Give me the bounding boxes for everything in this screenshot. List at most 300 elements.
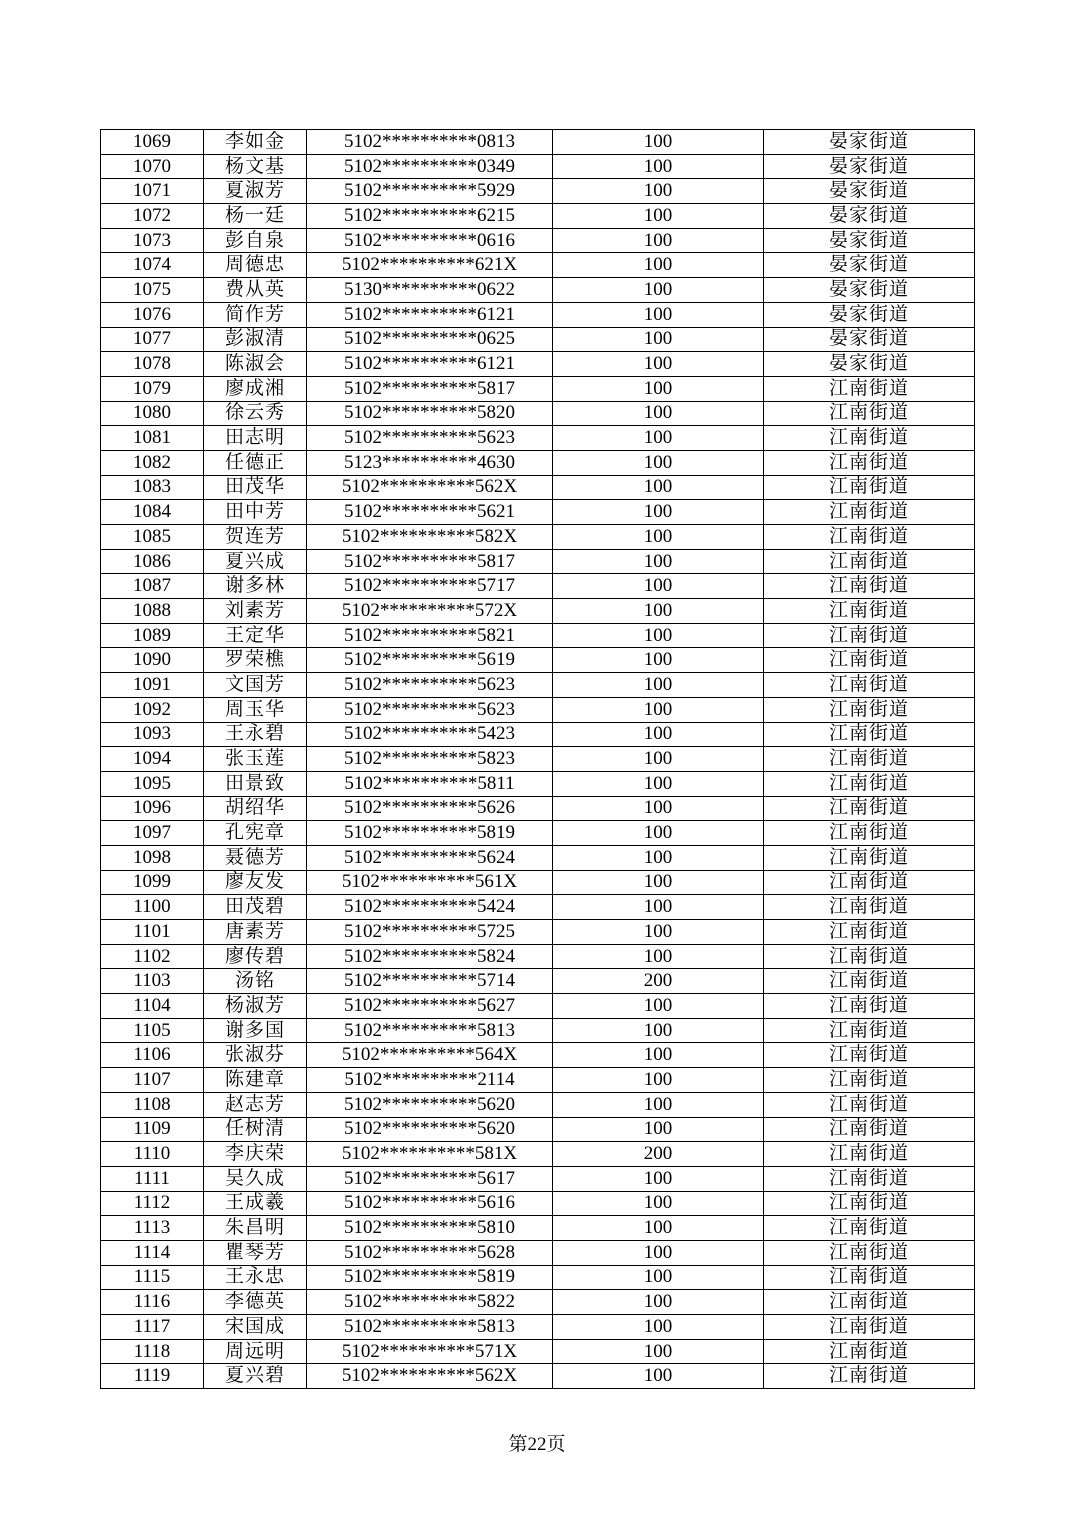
serial-number-cell: 1071 [101,179,204,204]
table-row [101,1166,975,1191]
serial-number-cell: 1108 [101,1092,204,1117]
name-cell: 廖传碧 [204,944,307,969]
name-cell: 彭淑清 [204,327,307,352]
table-row [101,673,975,698]
street-cell: 江南街道 [764,1043,975,1068]
street-cell: 江南街道 [764,1216,975,1241]
name-cell: 文国芳 [204,673,307,698]
street-cell: 江南街道 [764,1117,975,1142]
amount-cell: 100 [553,1092,764,1117]
id-number-cell: 5102**********5819 [307,821,553,846]
serial-number-cell: 1097 [101,821,204,846]
table-row [101,401,975,426]
table-row [101,204,975,229]
id-number-cell: 5102**********5628 [307,1240,553,1265]
amount-cell: 100 [553,327,764,352]
id-number-cell: 5102**********5620 [307,1092,553,1117]
serial-number-cell: 1074 [101,253,204,278]
id-number-cell: 5102**********5620 [307,1117,553,1142]
name-cell: 王永碧 [204,722,307,747]
name-cell: 瞿琴芳 [204,1240,307,1265]
street-cell: 江南街道 [764,796,975,821]
table-row [101,302,975,327]
id-number-cell: 5102**********0625 [307,327,553,352]
name-cell: 徐云秀 [204,401,307,426]
name-cell: 胡绍华 [204,796,307,821]
id-number-cell: 5102**********5623 [307,426,553,451]
serial-number-cell: 1118 [101,1339,204,1364]
name-cell: 张玉莲 [204,747,307,772]
street-cell: 江南街道 [764,450,975,475]
amount-cell: 100 [553,1117,764,1142]
name-cell: 廖成湘 [204,376,307,401]
id-number-cell: 5102**********5616 [307,1191,553,1216]
amount-cell: 100 [553,821,764,846]
serial-number-cell: 1086 [101,549,204,574]
name-cell: 朱昌明 [204,1216,307,1241]
serial-number-cell: 1105 [101,1018,204,1043]
serial-number-cell: 1098 [101,845,204,870]
amount-cell: 100 [553,944,764,969]
street-cell: 晏家街道 [764,302,975,327]
table-row [101,1142,975,1167]
amount-cell: 100 [553,549,764,574]
amount-cell: 100 [553,673,764,698]
table-row [101,648,975,673]
table-row [101,228,975,253]
id-number-cell: 5102**********5623 [307,673,553,698]
table-row [101,920,975,945]
serial-number-cell: 1075 [101,278,204,303]
table-row [101,994,975,1019]
table-row [101,549,975,574]
id-number-cell: 5102**********572X [307,599,553,624]
serial-number-cell: 1069 [101,130,204,155]
serial-number-cell: 1117 [101,1315,204,1340]
street-cell: 江南街道 [764,821,975,846]
id-number-cell: 5102**********5714 [307,969,553,994]
street-cell: 江南街道 [764,994,975,1019]
name-cell: 陈建章 [204,1068,307,1093]
id-number-cell: 5102**********5725 [307,920,553,945]
amount-cell: 100 [553,771,764,796]
name-cell: 汤铭 [204,969,307,994]
serial-number-cell: 1080 [101,401,204,426]
street-cell: 晏家街道 [764,228,975,253]
table-row [101,895,975,920]
serial-number-cell: 1084 [101,500,204,525]
id-number-cell: 5102**********6215 [307,204,553,229]
street-cell: 江南街道 [764,1092,975,1117]
table-row [101,722,975,747]
amount-cell: 100 [553,302,764,327]
serial-number-cell: 1087 [101,574,204,599]
street-cell: 江南街道 [764,771,975,796]
table-row [101,475,975,500]
amount-cell: 100 [553,401,764,426]
serial-number-cell: 1103 [101,969,204,994]
serial-number-cell: 1112 [101,1191,204,1216]
street-cell: 江南街道 [764,722,975,747]
amount-cell: 100 [553,895,764,920]
name-cell: 田中芳 [204,500,307,525]
table-row [101,944,975,969]
table-row [101,278,975,303]
street-cell: 江南街道 [764,426,975,451]
name-cell: 周玉华 [204,697,307,722]
table-row [101,747,975,772]
street-cell: 江南街道 [764,920,975,945]
id-number-cell: 5102**********2114 [307,1068,553,1093]
amount-cell: 100 [553,228,764,253]
serial-number-cell: 1106 [101,1043,204,1068]
id-number-cell: 5130**********0622 [307,278,553,303]
table-row [101,1290,975,1315]
street-cell: 江南街道 [764,747,975,772]
street-cell: 晏家街道 [764,204,975,229]
street-cell: 江南街道 [764,845,975,870]
name-cell: 任德正 [204,450,307,475]
serial-number-cell: 1115 [101,1265,204,1290]
name-cell: 杨文基 [204,154,307,179]
amount-cell: 100 [553,623,764,648]
street-cell: 晏家街道 [764,327,975,352]
table-row [101,130,975,155]
serial-number-cell: 1095 [101,771,204,796]
table-row [101,1043,975,1068]
table-row [101,1240,975,1265]
street-cell: 晏家街道 [764,278,975,303]
table-row [101,426,975,451]
id-number-cell: 5102**********6121 [307,302,553,327]
serial-number-cell: 1085 [101,525,204,550]
id-number-cell: 5102**********5627 [307,994,553,1019]
amount-cell: 200 [553,1142,764,1167]
id-number-cell: 5102**********5424 [307,895,553,920]
id-number-cell: 5102**********5619 [307,648,553,673]
street-cell: 江南街道 [764,376,975,401]
serial-number-cell: 1077 [101,327,204,352]
table-row [101,1068,975,1093]
table-row [101,969,975,994]
street-cell: 江南街道 [764,500,975,525]
street-cell: 江南街道 [764,697,975,722]
table-row [101,574,975,599]
name-cell: 夏兴成 [204,549,307,574]
amount-cell: 100 [553,130,764,155]
name-cell: 吴久成 [204,1166,307,1191]
name-cell: 王成羲 [204,1191,307,1216]
amount-cell: 200 [553,969,764,994]
street-cell: 江南街道 [764,1339,975,1364]
table-row [101,1364,975,1389]
street-cell: 晏家街道 [764,130,975,155]
amount-cell: 100 [553,1166,764,1191]
name-cell: 陈淑会 [204,352,307,377]
name-cell: 廖友发 [204,870,307,895]
amount-cell: 100 [553,1068,764,1093]
id-number-cell: 5102**********562X [307,1364,553,1389]
table-row [101,352,975,377]
table-row [101,1117,975,1142]
id-number-cell: 5102**********5823 [307,747,553,772]
serial-number-cell: 1113 [101,1216,204,1241]
street-cell: 江南街道 [764,870,975,895]
amount-cell: 100 [553,747,764,772]
id-number-cell: 5102**********0813 [307,130,553,155]
amount-cell: 100 [553,920,764,945]
serial-number-cell: 1100 [101,895,204,920]
serial-number-cell: 1102 [101,944,204,969]
serial-number-cell: 1076 [101,302,204,327]
amount-cell: 100 [553,1290,764,1315]
table-row [101,845,975,870]
amount-cell: 100 [553,1216,764,1241]
name-cell: 李德英 [204,1290,307,1315]
name-cell: 罗荣樵 [204,648,307,673]
street-cell: 晏家街道 [764,253,975,278]
serial-number-cell: 1079 [101,376,204,401]
table-row [101,1216,975,1241]
serial-number-cell: 1091 [101,673,204,698]
table-row [101,525,975,550]
amount-cell: 100 [553,845,764,870]
street-cell: 江南街道 [764,1265,975,1290]
table-row [101,450,975,475]
table-row [101,821,975,846]
name-cell: 唐素芳 [204,920,307,945]
serial-number-cell: 1109 [101,1117,204,1142]
amount-cell: 100 [553,525,764,550]
name-cell: 谢多林 [204,574,307,599]
amount-cell: 100 [553,154,764,179]
page-number: 第22页 [508,1434,566,1455]
amount-cell: 100 [553,574,764,599]
id-number-cell: 5102**********5623 [307,697,553,722]
name-cell: 田景致 [204,771,307,796]
table-row [101,1265,975,1290]
amount-cell: 100 [553,722,764,747]
amount-cell: 100 [553,475,764,500]
id-number-cell: 5102**********6121 [307,352,553,377]
serial-number-cell: 1093 [101,722,204,747]
serial-number-cell: 1107 [101,1068,204,1093]
street-cell: 江南街道 [764,1240,975,1265]
id-number-cell: 5102**********5820 [307,401,553,426]
amount-cell: 100 [553,796,764,821]
name-cell: 夏淑芳 [204,179,307,204]
id-number-cell: 5102**********621X [307,253,553,278]
table-row [101,796,975,821]
table-row [101,376,975,401]
name-cell: 谢多国 [204,1018,307,1043]
id-number-cell: 5102**********5717 [307,574,553,599]
amount-cell: 100 [553,352,764,377]
serial-number-cell: 1110 [101,1142,204,1167]
street-cell: 江南街道 [764,648,975,673]
id-number-cell: 5102**********562X [307,475,553,500]
street-cell: 江南街道 [764,1166,975,1191]
serial-number-cell: 1119 [101,1364,204,1389]
serial-number-cell: 1072 [101,204,204,229]
amount-cell: 100 [553,994,764,1019]
id-number-cell: 5102**********5621 [307,500,553,525]
name-cell: 费从英 [204,278,307,303]
serial-number-cell: 1114 [101,1240,204,1265]
name-cell: 周远明 [204,1339,307,1364]
name-cell: 杨淑芳 [204,994,307,1019]
id-number-cell: 5102**********561X [307,870,553,895]
serial-number-cell: 1099 [101,870,204,895]
table-row [101,599,975,624]
name-cell: 田茂碧 [204,895,307,920]
street-cell: 江南街道 [764,623,975,648]
serial-number-cell: 1101 [101,920,204,945]
table-row [101,623,975,648]
id-number-cell: 5102**********571X [307,1339,553,1364]
serial-number-cell: 1073 [101,228,204,253]
street-cell: 江南街道 [764,1018,975,1043]
serial-number-cell: 1082 [101,450,204,475]
id-number-cell: 5102**********5617 [307,1166,553,1191]
table-row [101,1315,975,1340]
name-cell: 张淑芬 [204,1043,307,1068]
id-number-cell: 5102**********0616 [307,228,553,253]
table-row [101,771,975,796]
id-number-cell: 5102**********5821 [307,623,553,648]
id-number-cell: 5102**********5824 [307,944,553,969]
table-row [101,697,975,722]
serial-number-cell: 1094 [101,747,204,772]
amount-cell: 100 [553,1240,764,1265]
id-number-cell: 5102**********5813 [307,1018,553,1043]
amount-cell: 100 [553,179,764,204]
name-cell: 简作芳 [204,302,307,327]
roster-table [100,129,975,1389]
amount-cell: 100 [553,500,764,525]
amount-cell: 100 [553,599,764,624]
table-row [101,1191,975,1216]
amount-cell: 100 [553,1315,764,1340]
name-cell: 李如金 [204,130,307,155]
name-cell: 王永忠 [204,1265,307,1290]
serial-number-cell: 1088 [101,599,204,624]
name-cell: 夏兴碧 [204,1364,307,1389]
id-number-cell: 5102**********5626 [307,796,553,821]
serial-number-cell: 1111 [101,1166,204,1191]
street-cell: 晏家街道 [764,154,975,179]
street-cell: 江南街道 [764,475,975,500]
id-number-cell: 5102**********5813 [307,1315,553,1340]
table-row [101,1092,975,1117]
amount-cell: 100 [553,278,764,303]
id-number-cell: 5102**********5929 [307,179,553,204]
serial-number-cell: 1083 [101,475,204,500]
street-cell: 江南街道 [764,673,975,698]
street-cell: 江南街道 [764,401,975,426]
street-cell: 晏家街道 [764,352,975,377]
serial-number-cell: 1104 [101,994,204,1019]
id-number-cell: 5102**********5817 [307,549,553,574]
table-row [101,179,975,204]
street-cell: 江南街道 [764,1364,975,1389]
amount-cell: 100 [553,1191,764,1216]
street-cell: 江南街道 [764,549,975,574]
name-cell: 李庆荣 [204,1142,307,1167]
amount-cell: 100 [553,204,764,229]
amount-cell: 100 [553,1018,764,1043]
street-cell: 江南街道 [764,1191,975,1216]
serial-number-cell: 1090 [101,648,204,673]
id-number-cell: 5102**********0349 [307,154,553,179]
name-cell: 孔宪章 [204,821,307,846]
street-cell: 晏家街道 [764,179,975,204]
amount-cell: 100 [553,450,764,475]
amount-cell: 100 [553,1339,764,1364]
street-cell: 江南街道 [764,1142,975,1167]
serial-number-cell: 1081 [101,426,204,451]
table-row [101,253,975,278]
street-cell: 江南街道 [764,895,975,920]
street-cell: 江南街道 [764,1290,975,1315]
amount-cell: 100 [553,1265,764,1290]
name-cell: 任树清 [204,1117,307,1142]
id-number-cell: 5102**********564X [307,1043,553,1068]
street-cell: 江南街道 [764,969,975,994]
roster-table-body [101,130,975,1389]
serial-number-cell: 1070 [101,154,204,179]
name-cell: 杨一廷 [204,204,307,229]
serial-number-cell: 1092 [101,697,204,722]
table-row [101,1018,975,1043]
name-cell: 田志明 [204,426,307,451]
amount-cell: 100 [553,1364,764,1389]
id-number-cell: 5123**********4630 [307,450,553,475]
amount-cell: 100 [553,426,764,451]
id-number-cell: 5102**********5817 [307,376,553,401]
id-number-cell: 5102**********5822 [307,1290,553,1315]
street-cell: 江南街道 [764,1068,975,1093]
street-cell: 江南街道 [764,574,975,599]
table-row [101,327,975,352]
name-cell: 宋国成 [204,1315,307,1340]
amount-cell: 100 [553,870,764,895]
id-number-cell: 5102**********5423 [307,722,553,747]
name-cell: 彭自泉 [204,228,307,253]
id-number-cell: 5102**********5810 [307,1216,553,1241]
table-row [101,500,975,525]
name-cell: 贺连芳 [204,525,307,550]
serial-number-cell: 1116 [101,1290,204,1315]
serial-number-cell: 1096 [101,796,204,821]
street-cell: 江南街道 [764,599,975,624]
serial-number-cell: 1078 [101,352,204,377]
id-number-cell: 5102**********5819 [307,1265,553,1290]
amount-cell: 100 [553,253,764,278]
name-cell: 刘素芳 [204,599,307,624]
name-cell: 聂德芳 [204,845,307,870]
street-cell: 江南街道 [764,1315,975,1340]
name-cell: 赵志芳 [204,1092,307,1117]
serial-number-cell: 1089 [101,623,204,648]
name-cell: 王定华 [204,623,307,648]
table-row [101,870,975,895]
table-row [101,154,975,179]
name-cell: 田茂华 [204,475,307,500]
amount-cell: 100 [553,1043,764,1068]
amount-cell: 100 [553,376,764,401]
table-row [101,1339,975,1364]
